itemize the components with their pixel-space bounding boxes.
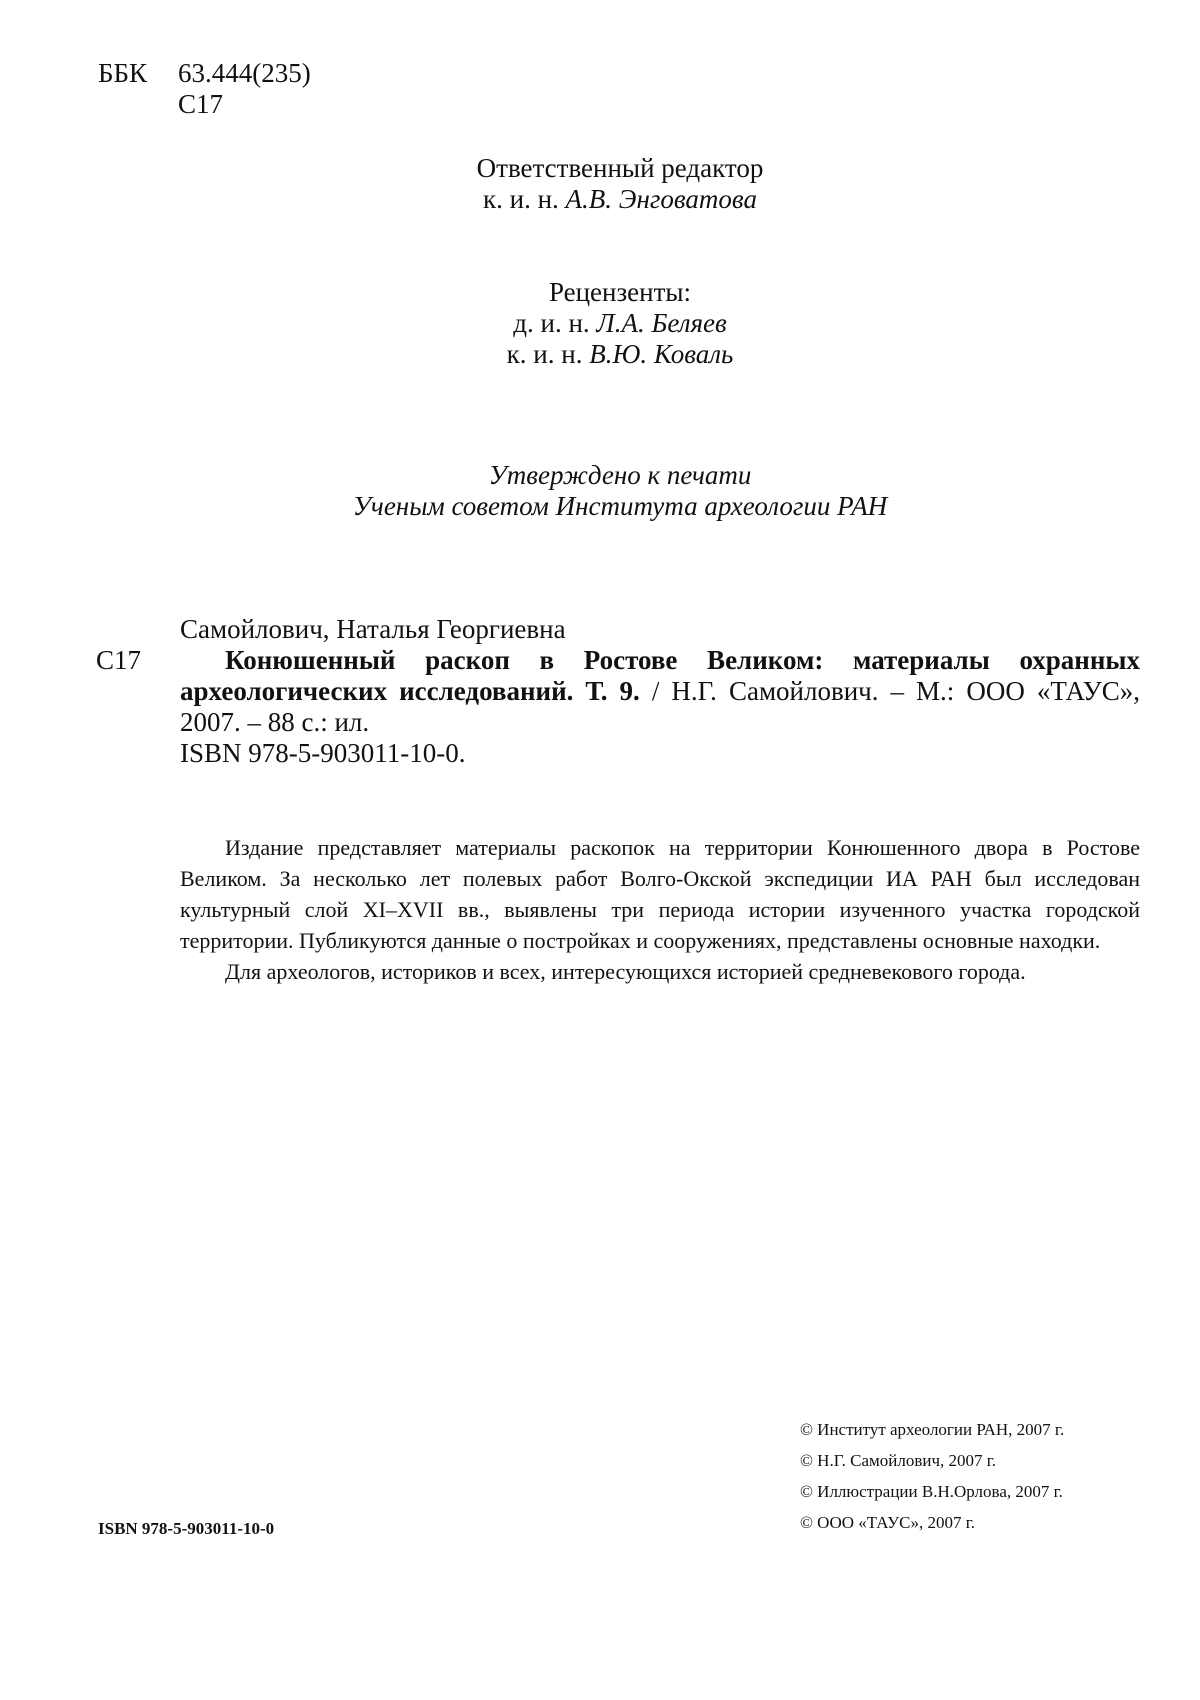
record-author: Самойлович, Наталья Георгиевна [180,614,566,644]
bbk-code: 63.444(235) [178,58,311,88]
editor-name: А.В. Энговатова [565,184,757,214]
approval-block [0,460,1200,522]
editor-degree: к. и. н. [483,184,559,214]
reviewers-block [0,277,1200,370]
copyright-line: © Н.Г. Самойлович, 2007 г. [800,1451,997,1470]
editor-line [0,184,1200,215]
annotation-paragraph-2: Для археологов, историков и всех, интересующихся историей средневекового города. [225,959,1026,984]
reviewer-line [0,339,1200,370]
bbk-block [98,58,311,120]
approval-line-1: Утверждено к печати [488,460,752,490]
reviewer-line [0,308,1200,339]
reviewers-heading: Рецензенты: [548,277,692,307]
record-isbn: ISBN 978-5-903011-10-0. [180,738,466,768]
editor-block [0,153,1200,215]
approval-line-2: Ученым советом Института археологии РАН [352,491,888,521]
bbk-label: ББК [98,58,148,88]
annotation [180,832,1140,987]
record-rest: / Н.Г. Самойлович. – М.: ООО «ТАУС», 2007. – 88 с.: ил. [180,676,1141,737]
record-description [180,645,1140,738]
copyright-line: © Иллюстрации В.Н.Орлова, 2007 г. [800,1482,1063,1501]
footer-isbn: ISBN 978-5-903011-10-0 [98,1519,275,1538]
reviewer-name: Л.А. Беляев [596,308,727,338]
annotation-paragraph-1: Издание представляет материалы раскопок на территории Конюшенного двора в Ростове Великом. За несколько лет полевых работ Волго-Окской экспедиции ИА РАН был исследован культурный слой XI–XVII вв., выявлены три периода истории изученного участка городской территории. Публикуются данные о постройках и сооружениях, представлены основные находки. [180,835,1140,953]
record-title: Конюшенный раскоп в Ростове Великом: материалы охранных археологических исследований. Т. 9. [180,645,1140,706]
copyright-line: © ООО «ТАУС», 2007 г. [800,1513,975,1532]
copyright-line: © Институт археологии РАН, 2007 г. [800,1420,1065,1439]
bbk-author-mark: С17 [178,89,224,119]
reviewer-degree: д. и. н. [513,308,590,338]
reviewer-name: В.Ю. Коваль [589,339,734,369]
record-mark: С17 [96,645,142,675]
reviewer-degree: к. и. н. [506,339,583,369]
copyright-list [800,1414,1064,1538]
editor-heading: Ответственный редактор [476,153,764,183]
